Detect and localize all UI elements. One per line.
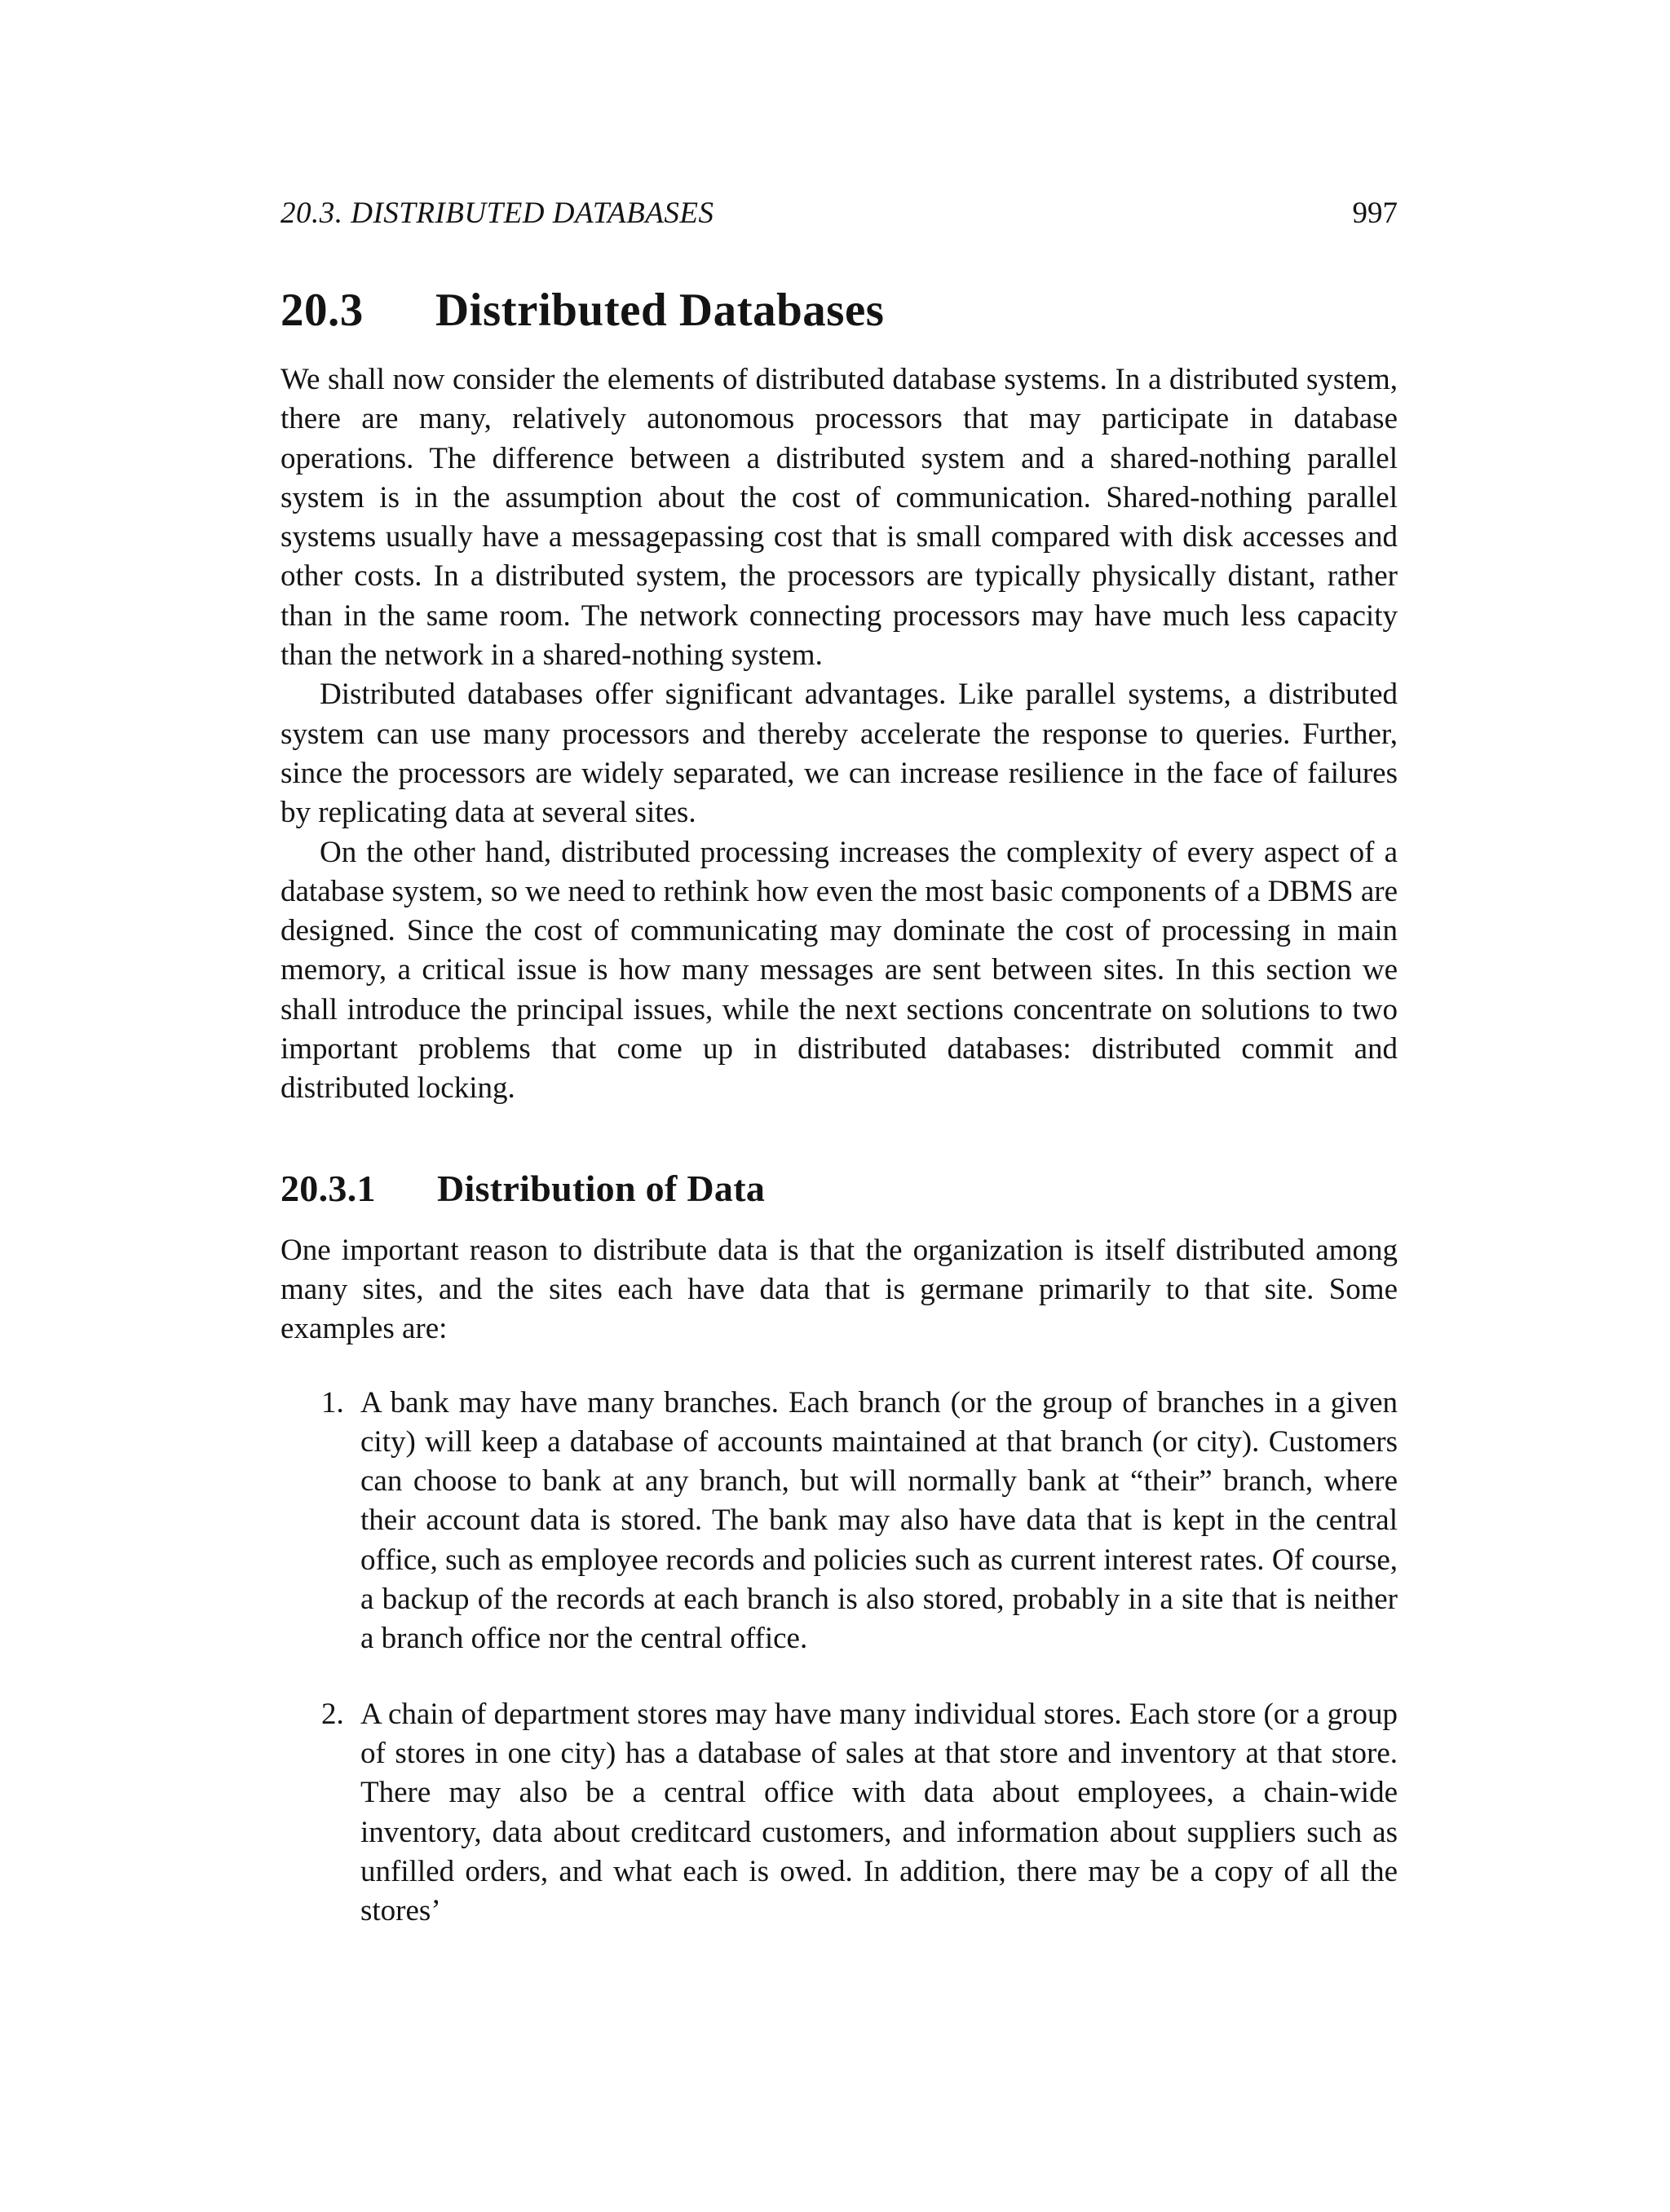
- page-number: 997: [1352, 196, 1398, 230]
- running-head-title: 20.3. DISTRIBUTED DATABASES: [281, 196, 714, 230]
- subsection-heading: [281, 1164, 1398, 1213]
- subsection-intro-paragraph: One important reason to distribute data is that the organization is itself distributed among many sites, and the sites each have data that is germane primarily to that site. Some examples are:: [281, 1233, 1398, 1346]
- list-item-text: A chain of department stores may have many individual stores. Each store (or a group of stores in one city) has a database of sales at that store and inventory at that store. There may also be a central office with data about employees, a chain-wide inventory, data about creditcard customers, and information about suppliers such as unfilled orders, and what each is owed. In addition, there may be a copy of all the stores’: [360, 1697, 1398, 1928]
- subsection-number: 20.3.1: [281, 1167, 376, 1209]
- section-title: Distributed Databases: [435, 285, 885, 336]
- list-item: [281, 1384, 1398, 1659]
- running-head: [281, 196, 1398, 241]
- list-item-text: A bank may have many branches. Each branch (or the group of branches in a given city) will keep a database of accounts maintained at that branch (or city). Customers can choose to bank at any branch, but will normally bank at “their” branch, where their account data is stored. The bank may also have data that is kept in the central office, such as employee records and policies such as current interest rates. Of course, a backup of the records at each branch is also stored, probably in a site that is neither a branch office nor the central office.: [360, 1385, 1398, 1656]
- subsection-title: Distribution of Data: [437, 1167, 766, 1209]
- section-number: 20.3: [281, 285, 364, 336]
- book-page: [281, 196, 1398, 1931]
- examples-list: [281, 1384, 1398, 1932]
- list-item: [281, 1695, 1398, 1932]
- section-paragraph-2: Distributed databases offer significant advantages. Like parallel systems, a distributed system can use many processors and thereby accelerate the response to queries. Further, since the processors are widely separated, we can increase resilience in the face of failures by replicating data at several sites.: [281, 678, 1398, 830]
- section-paragraph-3: On the other hand, distributed processing increases the complexity of every aspect of a database system, so we need to rethink how even the most basic components of a DBMS are designed. Since the cost of communicating may dominate the cost of processing in main memory, a critical issue is how many messages are sent between sites. In this section we shall introduce the principal issues, while the next sections concentrate on solutions to two important problems that come up in distributed databases: distributed commit and distributed locking.: [281, 835, 1398, 1106]
- list-item-marker: 1.: [321, 1385, 344, 1419]
- section-heading: [281, 282, 1398, 339]
- list-item-marker: 2.: [321, 1697, 344, 1731]
- section-paragraph-1: We shall now consider the elements of distributed database systems. In a distributed system, there are many, relatively autonomous processors that may participate in database operations. The difference between a distributed system and a shared-nothing parallel system is in the assumption about the cost of communication. Shared-nothing parallel systems usually have a messagepassing cost that is small compared with disk accesses and other costs. In a distributed system, the processors are typically physically distant, rather than in the same room. The network connecting processors may have much less capacity than the network in a shared-nothing system.: [281, 363, 1398, 673]
